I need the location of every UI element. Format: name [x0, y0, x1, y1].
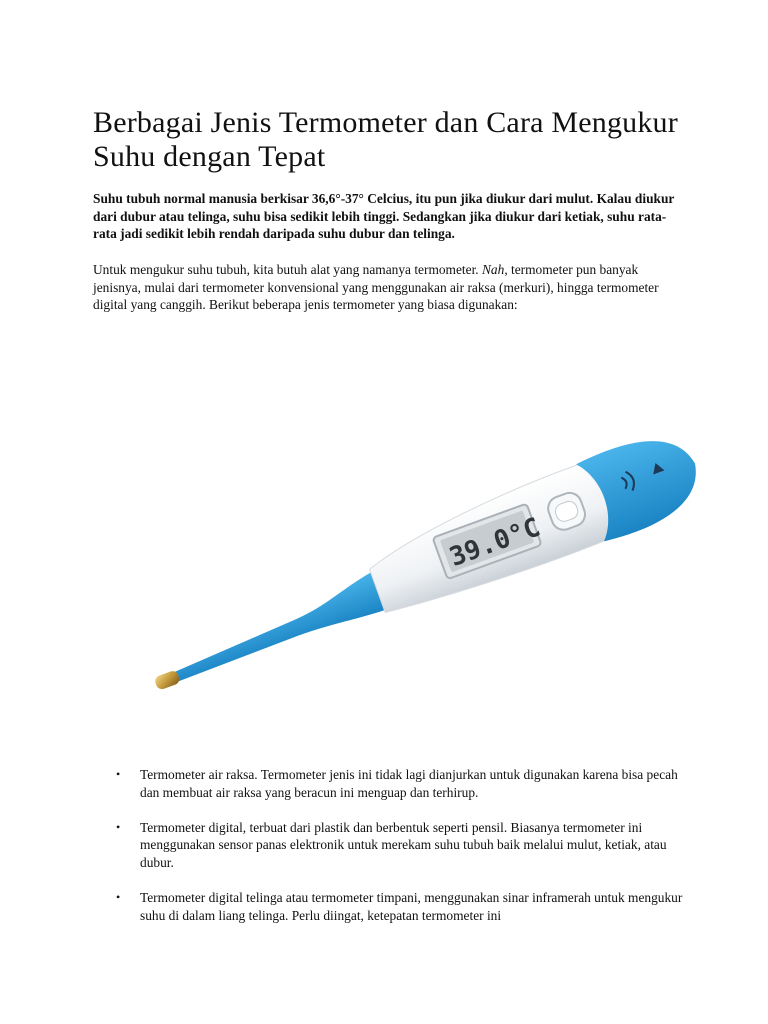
intro-text-2: , termometer pun banyak jenisnya, mulai dari termometer konvensional yang menggunakan air raksa (merkuri), hingga termometer digital yang canggih. Berikut beberapa jenis termometer yang biasa digunakan: — [93, 261, 659, 313]
intro-paragraph — [93, 261, 683, 314]
bullet: • — [116, 819, 121, 834]
article-title: Berbagai Jenis Termometer dan Cara Mengukur Suhu dengan Tepat — [93, 106, 678, 173]
list-item — [114, 889, 684, 925]
list-item-text: Termometer air raksa. Termometer jenis ini tidak lagi dianjurkan untuk digunakan karena bisa pecah dan membuat air raksa yang beracun ini menguap dan terhirup. — [140, 767, 678, 800]
bullet: • — [116, 889, 121, 904]
list-item-text: Termometer digital telinga atau termometer timpani, menggunakan sinar inframerah untuk mengukur suhu di dalam liang telinga. Perlu diingat, ketepatan termometer ini — [140, 889, 683, 923]
list-item — [114, 819, 684, 872]
probe-stem — [163, 564, 403, 686]
lead-paragraph: Suhu tubuh normal manusia berkisar 36,6°-37° Celcius, itu pun jika diukur dari mulut. Kalau diukur dari dubur atau telinga, suhu bisa sedikit lebih tinggi. Sedangkan jika diukur dari ketiak, suhu rata-rata jadi sedikit lebih rendah daripada suhu dubur dan telinga. — [93, 191, 675, 242]
thermometer-body — [134, 424, 710, 704]
lcd-reading: 39.0°C — [445, 512, 545, 573]
list-item — [114, 766, 684, 802]
bullet: • — [116, 767, 121, 781]
list-item-text: Termometer digital, terbuat dari plastik dan berbentuk seperti pensil. Biasanya termometer ini menggunakan sensor panas elektronik untuk merekam suhu tubuh baik melalui mulut, ketiak, atau dubur. — [140, 819, 667, 871]
digital-thermometer-image — [130, 410, 710, 710]
intro-text-1: Untuk mengukur suhu tubuh, kita butuh alat yang namanya termometer. — [93, 261, 482, 277]
intro-emphasis: Nah — [482, 261, 505, 277]
thermometer-type-list — [114, 766, 684, 942]
article — [93, 106, 683, 314]
